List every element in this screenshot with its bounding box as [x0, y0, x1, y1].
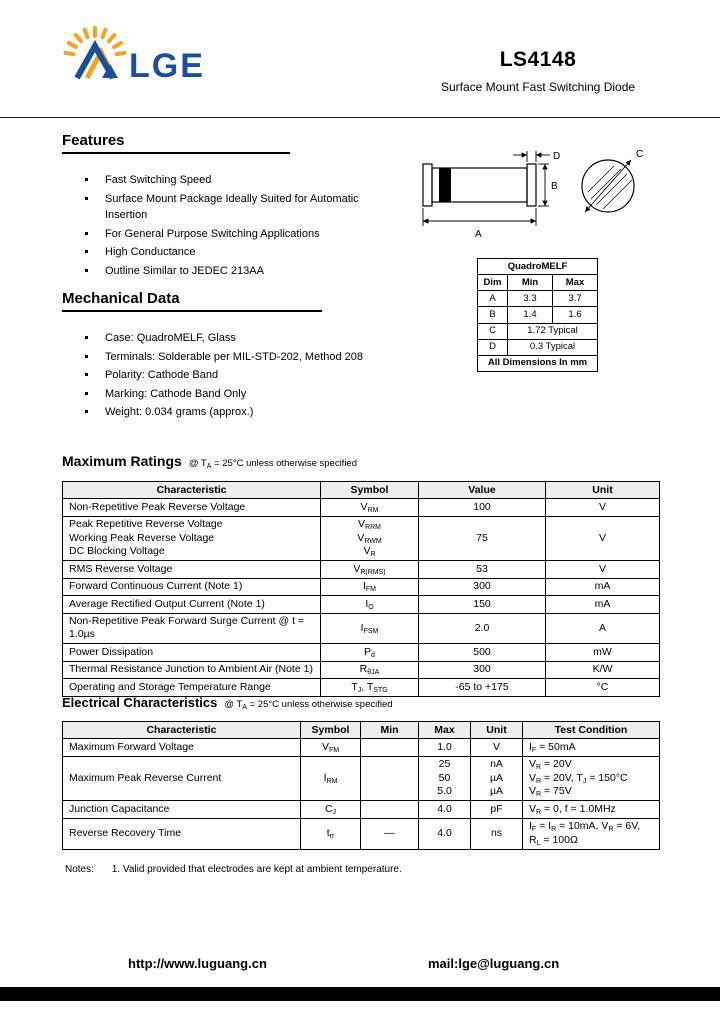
column-header: Min	[361, 722, 419, 739]
dimensions-table	[477, 258, 598, 372]
dim-a-lines	[423, 208, 536, 226]
column-header: Max	[419, 722, 471, 739]
mechanical-item: ▪ Terminals: Solderable per MIL-STD-202, Method 208	[98, 349, 374, 366]
table-row	[63, 561, 660, 578]
brand-text: LGE	[129, 47, 205, 85]
max-cell: 1.0	[419, 739, 471, 756]
min-cell: —	[361, 818, 419, 849]
electrical-body	[63, 739, 660, 849]
table-row	[63, 739, 660, 756]
symbol-cell: $I_{RM}$	[301, 756, 361, 800]
table-row	[63, 818, 660, 849]
website-link[interactable]: http://www.luguang.cn	[128, 956, 267, 971]
dim-cell: B	[478, 307, 508, 323]
dim-table-title: QuadroMELF	[478, 259, 598, 275]
value-cell: 75	[419, 516, 546, 560]
unit-cell: V	[546, 516, 660, 560]
unit-cell: ns	[471, 818, 523, 849]
unit-cell: A	[546, 613, 660, 644]
column-header: Symbol	[321, 482, 419, 499]
unit-cell: nA µA µA	[471, 756, 523, 800]
min-cell: 1.4	[508, 307, 553, 323]
mechanical-item: ▪ Case: QuadroMELF, Glass	[98, 330, 374, 347]
characteristic-cell: Thermal Resistance Junction to Ambient Air (Note 1)	[63, 661, 321, 678]
test-condition-cell: $I_F = 50mA$	[523, 739, 660, 756]
test-condition-cell: $V_R = 0$, f = 1.0MHz	[523, 801, 660, 818]
table-row	[63, 801, 660, 818]
table-row	[63, 578, 660, 595]
dim-d-lines	[513, 151, 550, 162]
max-cell: 25 50 5.0	[419, 756, 471, 800]
symbol-cell: $V_{R(RMS)}$	[321, 561, 419, 578]
symbol-cell: $V_{FM}$	[301, 739, 361, 756]
email-link[interactable]: mail:lge@luguang.cn	[428, 956, 560, 971]
table-row	[478, 307, 598, 323]
unit-cell: V	[546, 499, 660, 516]
value-cell: 500	[419, 644, 546, 661]
symbol-cell: $t_{rr}$	[301, 818, 361, 849]
column-header: Unit	[471, 722, 523, 739]
max-ratings-heading-row	[62, 453, 357, 471]
dim-table-body	[478, 291, 598, 356]
mechanical-heading: Mechanical Data	[62, 290, 322, 312]
electrical-condition: @ $T_A = 25^\circ C$ unless otherwise specified	[224, 699, 393, 711]
table-row	[63, 644, 660, 661]
symbol-cell: $C_J$	[301, 801, 361, 818]
symbol-cell: $T_J$, $T_{STG}$	[321, 679, 419, 696]
cathode-band	[439, 168, 451, 202]
table-row	[63, 613, 660, 644]
characteristic-cell: Operating and Storage Temperature Range	[63, 679, 321, 696]
value-cell: 2.0	[419, 613, 546, 644]
table-row	[478, 323, 598, 339]
mechanical-item: ▪ Polarity: Cathode Band	[98, 367, 374, 384]
column-header: Value	[419, 482, 546, 499]
test-condition-cell: $I_F = I_R = 10mA$, $V_R = 6V$, $R_L = 100\Omega$	[523, 818, 660, 849]
dim-d-label: D	[553, 151, 561, 162]
electrical-heading-row	[62, 694, 393, 712]
package-diagram	[415, 144, 660, 259]
unit-cell: mW	[546, 644, 660, 661]
column-header: Characteristic	[63, 722, 301, 739]
footer-bar	[0, 987, 720, 1001]
dim-cell: A	[478, 291, 508, 307]
features-list	[84, 172, 364, 281]
table-row	[63, 516, 660, 560]
feature-item: ▪ Fast Switching Speed	[98, 172, 364, 189]
characteristic-cell: Forward Continuous Current (Note 1)	[63, 578, 321, 595]
feature-item: ▪ Surface Mount Package Ideally Suited for Automatic Insertion	[98, 191, 364, 224]
table-row	[63, 499, 660, 516]
table-row	[63, 596, 660, 613]
symbol-cell: $P_d$	[321, 644, 419, 661]
test-condition-cell: $V_R = 20V$ $V_R = 20V$, $T_J = 150^\circ C$ $V_R = 75V$	[523, 756, 660, 800]
dim-table-footer-row	[478, 355, 598, 371]
dim-table-header-row	[478, 275, 598, 291]
part-number: LS4148	[499, 48, 577, 71]
max-ratings-condition: @ $T_A = 25^\circ C$ unless otherwise specified	[188, 458, 357, 470]
characteristic-cell: Junction Capacitance	[63, 801, 301, 818]
unit-cell: K/W	[546, 661, 660, 678]
characteristic-cell: Non-Repetitive Peak Forward Surge Current @ t = 1.0µs	[63, 613, 321, 644]
features-heading: Features	[62, 132, 290, 154]
unit-cell: mA	[546, 596, 660, 613]
symbol-cell: $R_{\theta JA}$	[321, 661, 419, 678]
value-cell: 53	[419, 561, 546, 578]
symbol-cell: $I_{FSM}$	[321, 613, 419, 644]
feature-item: ▪ High Conductance	[98, 244, 364, 261]
mechanical-item: ▪ Weight: 0.034 grams (approx.)	[98, 404, 374, 421]
unit-cell: V	[546, 561, 660, 578]
dim-cell: D	[478, 339, 508, 355]
max-ratings-table	[62, 481, 660, 697]
lge-logo	[55, 22, 230, 91]
notes-line	[65, 864, 402, 875]
column-header: Max	[553, 275, 598, 291]
characteristic-cell: Power Dissipation	[63, 644, 321, 661]
column-header: Characteristic	[63, 482, 321, 499]
value-cell: 150	[419, 596, 546, 613]
feature-item: ▪ Outline Similar to JEDEC 213AA	[98, 263, 364, 280]
symbol-cell: $I_{FM}$	[321, 578, 419, 595]
table-row	[63, 661, 660, 678]
dim-b-label: B	[551, 181, 558, 192]
symbol-cell: $V_{RRM}$ $V_{RWM}$ $V_R$	[321, 516, 419, 560]
characteristic-cell: Maximum Forward Voltage	[63, 739, 301, 756]
value-cell: 300	[419, 661, 546, 678]
max-cell: 1.6	[553, 307, 598, 323]
end-view-hatching	[588, 166, 632, 209]
characteristic-cell: Peak Repetitive Reverse Voltage Working Peak Reverse Voltage DC Blocking Voltage	[63, 516, 321, 560]
dim-table-title-row	[478, 259, 598, 275]
lge-logo-graphic	[55, 22, 230, 86]
unit-cell: V	[471, 739, 523, 756]
value-cell: 300	[419, 578, 546, 595]
column-header: Test Condition	[523, 722, 660, 739]
column-header: Unit	[546, 482, 660, 499]
max-cell: 4.0	[419, 801, 471, 818]
characteristic-cell: Maximum Peak Reverse Current	[63, 756, 301, 800]
min-cell	[361, 739, 419, 756]
dim-c-label: C	[636, 149, 644, 160]
table-row	[478, 339, 598, 355]
value-cell: 1.72 Typical	[508, 323, 598, 339]
dim-a-label: A	[475, 229, 482, 240]
characteristic-cell: Average Rectified Output Current (Note 1)	[63, 596, 321, 613]
feature-item: ▪ For General Purpose Switching Applications	[98, 226, 364, 243]
max-cell: 4.0	[419, 818, 471, 849]
table-row	[478, 291, 598, 307]
notes-text: 1. Valid provided that electrodes are kept at ambient temperature.	[111, 864, 402, 875]
unit-cell: °C	[546, 679, 660, 696]
max-cell: 3.7	[553, 291, 598, 307]
max-ratings-header-row	[63, 482, 660, 499]
notes-label: Notes:	[65, 864, 94, 875]
characteristic-cell: Non-Repetitive Peak Reverse Voltage	[63, 499, 321, 516]
mechanical-list	[84, 330, 374, 423]
symbol-cell: $V_{RM}$	[321, 499, 419, 516]
electrical-heading: Electrical Characteristics	[62, 695, 218, 710]
title-block	[418, 48, 658, 94]
mechanical-item: ▪ Marking: Cathode Band Only	[98, 386, 374, 403]
header-divider	[0, 117, 720, 118]
column-header: Min	[508, 275, 553, 291]
characteristic-cell: RMS Reverse Voltage	[63, 561, 321, 578]
unit-cell: pF	[471, 801, 523, 818]
dim-table-footer: All Dimensions In mm	[478, 355, 598, 371]
value-cell: 100	[419, 499, 546, 516]
package-outline-drawing	[415, 144, 660, 254]
column-header: Dim	[478, 275, 508, 291]
dim-cell: C	[478, 323, 508, 339]
part-description: Surface Mount Fast Switching Diode	[440, 80, 636, 94]
max-ratings-body	[63, 499, 660, 696]
electrical-header-row	[63, 722, 660, 739]
column-header: Symbol	[301, 722, 361, 739]
symbol-cell: $I_O$	[321, 596, 419, 613]
min-cell	[361, 756, 419, 800]
max-ratings-heading: Maximum Ratings	[62, 453, 182, 469]
table-row	[63, 756, 660, 800]
dim-b-lines	[538, 164, 549, 206]
value-cell: -65 to +175	[419, 679, 546, 696]
electrical-table	[62, 721, 660, 850]
characteristic-cell: Reverse Recovery Time	[63, 818, 301, 849]
min-cell: 3.3	[508, 291, 553, 307]
min-cell	[361, 801, 419, 818]
value-cell: 0.3 Typical	[508, 339, 598, 355]
unit-cell: mA	[546, 578, 660, 595]
